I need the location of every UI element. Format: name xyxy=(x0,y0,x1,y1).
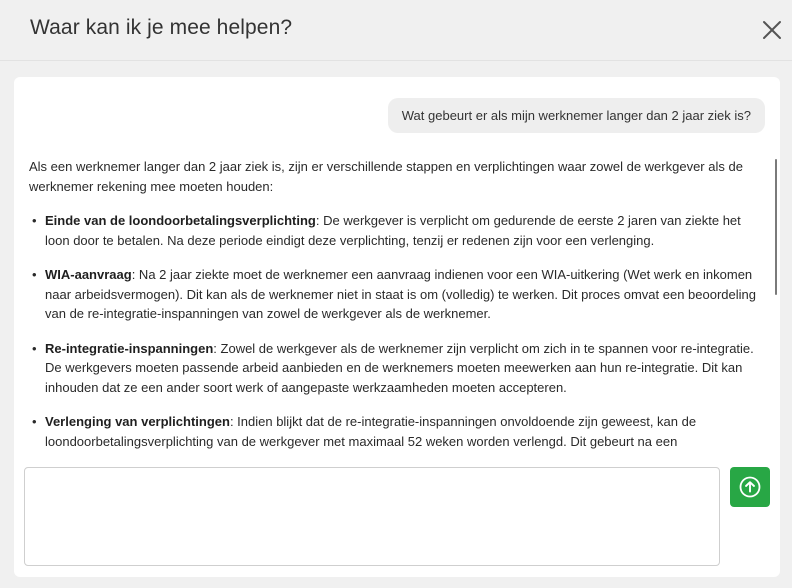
dialog-title: Waar kan ik je mee helpen? xyxy=(30,16,293,39)
arrow-up-circle-icon xyxy=(739,476,761,498)
answer-intro: Als een werknemer langer dan 2 jaar ziek is, zijn er verschillende stappen en verplichtingen waar zowel de werkgever als de werknemer rekening mee moeten houden: xyxy=(29,159,743,194)
bullet: • xyxy=(32,267,37,282)
list-item xyxy=(29,412,759,451)
point-title: Re-integratie-inspanningen xyxy=(45,340,214,356)
point-text: : Na 2 jaar ziekte moet de werknemer een aanvraag indienen voor een WIA-uitkering (Wet werk en inkomen naar arbeidsvermogen). Dit kan als de werknemer niet in staat is om (volledig) te werken. Dit proces omvat een beoordeling van de re-integratie-inspanningen van zowel de werkgever als de werknemer. xyxy=(45,267,757,321)
bullet: • xyxy=(32,340,37,356)
bullet: • xyxy=(32,414,37,429)
chat-messages[interactable] xyxy=(14,77,780,462)
assistant-message xyxy=(29,157,759,462)
close-icon xyxy=(760,18,784,42)
list-item xyxy=(29,211,759,250)
point-text: : De werkgever is verplicht om gedurende de eerste 2 jaren van ziekte het loon door te betalen. Na deze periode eindigt deze verplichting, tenzij er redenen zijn voor een verlenging. xyxy=(45,213,741,248)
point-text: : Zowel de werkgever als de werknemer zijn verplicht om zich in te spannen voor re-integratie. De werkgevers moeten passende arbeid aanbieden en de werknemers moeten meewerken aan hun re-integratie. Dit kan inhouden dat ze een ander soort werk of aangepaste werkzaamheden moeten accepteren. xyxy=(45,340,754,395)
answer-list xyxy=(29,211,759,451)
close-button[interactable] xyxy=(760,18,784,42)
bullet: • xyxy=(32,213,37,228)
point-text: : Indien blijkt dat de re-integratie-inspanningen onvoldoende zijn geweest, kan de loondoorbetalingsverplichting van de werkgever met maximaal 52 weken worden verlengd. Dit gebeurt na een xyxy=(45,414,697,449)
scrollbar-thumb[interactable] xyxy=(775,159,777,295)
dialog-header xyxy=(0,0,792,61)
message-input[interactable] xyxy=(24,467,720,566)
list-item xyxy=(29,265,759,324)
list-item xyxy=(29,339,759,398)
chat-panel xyxy=(14,77,780,577)
point-title: Verlenging van verplichtingen xyxy=(45,414,230,429)
send-button[interactable] xyxy=(730,467,770,507)
point-title: Einde van de loondoorbetalingsverplichting xyxy=(45,213,316,228)
point-title: WIA-aanvraag xyxy=(45,267,132,282)
user-message: Wat gebeurt er als mijn werknemer langer dan 2 jaar ziek is? xyxy=(388,98,765,133)
